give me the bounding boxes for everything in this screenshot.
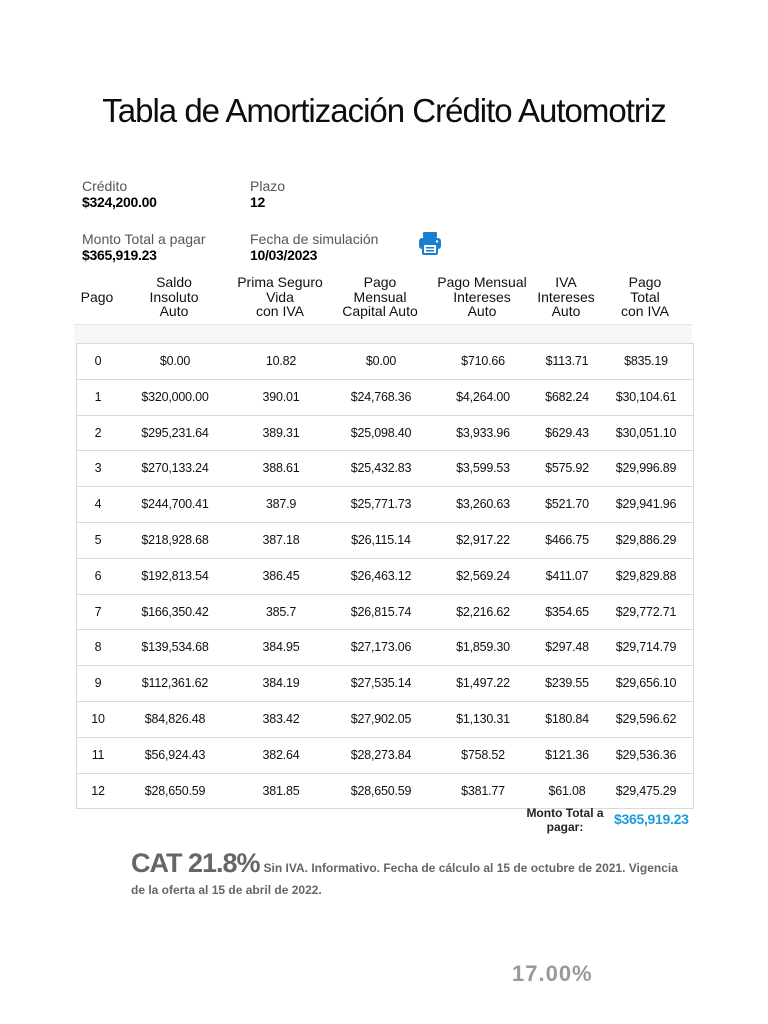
cut-off-rate-text: 17.00% — [512, 961, 593, 986]
table-cell: 11 — [91, 747, 105, 762]
table-cell: $29,656.10 — [615, 676, 677, 691]
column-header-line: Insoluto — [149, 288, 199, 305]
column-header — [534, 275, 598, 319]
table-cell: 390.01 — [262, 389, 300, 404]
table-cell: $239.55 — [545, 676, 589, 691]
plazo-value: 12 — [250, 194, 265, 210]
table-cell: $297.48 — [545, 640, 589, 655]
table-cell: $56,924.43 — [144, 747, 206, 762]
table-cell: $3,599.53 — [456, 461, 510, 476]
table-cell: $0.00 — [159, 354, 191, 368]
table-cell: $2,917.22 — [456, 532, 510, 547]
table-cell: 12 — [91, 783, 105, 798]
table-cell: $26,463.12 — [350, 568, 412, 583]
table-cell: $835.19 — [624, 354, 668, 368]
table-cell: $166,350.42 — [141, 604, 209, 619]
table-cell: 3 — [94, 461, 102, 476]
table-cell: $3,260.63 — [456, 497, 510, 512]
column-header-line: Auto — [551, 303, 581, 319]
column-header-line: Vida — [266, 288, 294, 305]
table-cell: 7 — [94, 604, 102, 619]
table-cell: 1 — [94, 389, 102, 404]
total-label-line2: pagar: — [546, 820, 584, 834]
table-cell: $1,859.30 — [456, 640, 510, 655]
table-cell: 5 — [94, 532, 102, 547]
table-cell: $29,886.29 — [615, 532, 677, 547]
table-cell: $411.07 — [545, 568, 589, 583]
table-cell: $1,130.31 — [456, 711, 510, 726]
table-cell: $139,534.68 — [141, 640, 209, 655]
table-cell: $270,133.24 — [141, 461, 209, 476]
table-cell: $30,051.10 — [615, 425, 677, 440]
column-header-line: Auto — [467, 303, 497, 319]
table-cell: $521.70 — [545, 497, 589, 512]
monto-total-value: $365,919.23 — [82, 247, 157, 263]
table-cell: $29,536.36 — [615, 747, 677, 762]
table-cell: $575.92 — [545, 461, 589, 476]
table-cell: $29,941.96 — [615, 497, 677, 512]
table-cell: $29,996.89 — [615, 461, 677, 476]
table-cell: $30,104.61 — [615, 389, 677, 404]
table-cell: $320,000.00 — [141, 389, 209, 404]
table-cell: $29,475.29 — [615, 783, 677, 798]
table-cell: 382.64 — [262, 747, 300, 762]
column-header-line: Intereses — [453, 288, 511, 305]
table-row — [77, 344, 693, 380]
table-cell: 10.82 — [265, 354, 297, 368]
table-cell: $27,173.06 — [350, 640, 412, 655]
table-cell: $29,596.62 — [615, 711, 677, 726]
table-cell: $84,826.48 — [144, 711, 206, 726]
column-header-line: Total — [630, 288, 660, 305]
table-cell: $26,815.74 — [350, 604, 412, 619]
column-header-line: Pago — [363, 274, 397, 290]
table-cell: $758.52 — [461, 747, 505, 762]
table-row — [77, 630, 693, 666]
cat-text: Sin IVA. Informativo. Fecha de cálculo al 15 de octubre de 2021. Vigencia de la oferta al 15 de abril de 2022. — [131, 861, 678, 897]
table-cell: $112,361.62 — [141, 676, 209, 691]
table-row — [77, 702, 693, 738]
table-row — [77, 451, 693, 487]
table-cell: $28,650.59 — [350, 783, 412, 798]
table-header — [74, 275, 692, 321]
header-band — [74, 325, 692, 343]
table-cell: $27,902.05 — [350, 711, 412, 726]
plazo-label: Plazo — [250, 178, 286, 194]
table-cell: 387.9 — [265, 497, 297, 512]
column-header — [230, 275, 330, 319]
column-header — [118, 275, 230, 319]
fecha-simulacion-label: Fecha de simulación — [250, 231, 379, 247]
table-row — [77, 380, 693, 416]
column-header-line: Intereses — [537, 288, 595, 305]
table-cell: $27,535.14 — [350, 676, 412, 691]
table-row — [77, 416, 693, 452]
table-cell: $2,569.24 — [456, 568, 510, 583]
table-cell: $218,928.68 — [141, 532, 209, 547]
table-cell: $180.84 — [545, 711, 589, 726]
table-cell: $28,273.84 — [350, 747, 412, 762]
column-header-line: Pago — [80, 289, 114, 305]
table-cell: $682.24 — [545, 389, 589, 404]
page-title: Tabla de Amortización Crédito Automotriz — [102, 92, 666, 129]
table-row — [77, 774, 693, 809]
column-header-line: Pago Mensual — [437, 274, 527, 290]
fecha-simulacion-value: 10/03/2023 — [250, 247, 318, 263]
credito-value: $324,200.00 — [82, 194, 157, 210]
table-cell: $629.43 — [545, 425, 589, 440]
table-cell: $29,829.88 — [615, 568, 677, 583]
table-cell: $121.36 — [545, 747, 589, 762]
column-header — [330, 275, 430, 319]
column-header-line: Capital Auto — [342, 303, 418, 319]
fecha-simulacion-field — [250, 231, 378, 264]
column-header-line: Pago — [628, 274, 662, 290]
column-header-line: Prima Seguro — [237, 274, 323, 290]
table-cell: 387.18 — [262, 532, 300, 547]
table-row — [77, 559, 693, 595]
table-cell: $244,700.41 — [141, 497, 209, 512]
table-cell: $381.77 — [461, 783, 505, 798]
cat-rate: CAT 21.8% — [131, 848, 260, 878]
total-label-line1: Monto Total a — [526, 806, 604, 820]
column-header-line: IVA — [555, 274, 577, 290]
table-row — [77, 738, 693, 774]
table-cell: 381.85 — [262, 783, 300, 798]
table-cell: $25,098.40 — [350, 425, 412, 440]
table-row — [77, 523, 693, 559]
table-cell: 384.95 — [262, 640, 300, 655]
credito-field — [82, 178, 157, 211]
table-cell: $466.75 — [545, 532, 589, 547]
column-header-line: Auto — [159, 303, 189, 319]
table-cell: 2 — [94, 425, 102, 440]
table-cell: $25,771.73 — [350, 497, 412, 512]
table-cell: $192,813.54 — [141, 568, 209, 583]
total-value: $365,919.23 — [614, 811, 689, 827]
table-cell: $354.65 — [545, 604, 589, 619]
table-cell: $0.00 — [365, 354, 397, 368]
table-cell: $2,216.62 — [456, 604, 510, 619]
table-cell: 384.19 — [262, 676, 300, 691]
column-header-line: Mensual — [353, 288, 407, 305]
column-header — [598, 275, 692, 319]
table-cell: 388.61 — [262, 461, 300, 476]
column-header — [76, 290, 118, 305]
table-cell: 9 — [94, 676, 102, 691]
printer-icon[interactable] — [417, 230, 443, 256]
table-cell: 6 — [94, 568, 102, 583]
monto-total-field — [82, 231, 206, 264]
table-cell: $28,650.59 — [144, 783, 206, 798]
table-cell: $113.71 — [545, 354, 589, 368]
table-cell: 0 — [94, 354, 102, 368]
table-cell: $4,264.00 — [456, 389, 510, 404]
column-header-line: con IVA — [621, 303, 669, 319]
monto-total-label: Monto Total a pagar — [82, 231, 206, 247]
column-header-line: Saldo — [156, 274, 192, 290]
plazo-field — [250, 178, 285, 211]
table-cell: $29,714.79 — [615, 640, 677, 655]
amortization-table — [76, 343, 694, 809]
table-cell: $24,768.36 — [350, 389, 412, 404]
table-row — [77, 666, 693, 702]
table-cell: $26,115.14 — [351, 532, 411, 547]
table-cell: 8 — [94, 640, 102, 655]
table-cell: 386.45 — [262, 568, 300, 583]
table-cell: $710.66 — [461, 354, 505, 368]
table-cell: 4 — [94, 497, 102, 512]
table-cell: $29,772.71 — [615, 604, 677, 619]
table-cell: 383.42 — [262, 711, 300, 726]
table-row — [77, 595, 693, 631]
table-cell: $295,231.64 — [141, 425, 209, 440]
column-header-line: con IVA — [256, 303, 304, 319]
table-cell: $25,432.83 — [350, 461, 412, 476]
table-cell: $1,497.22 — [456, 676, 510, 691]
credito-label: Crédito — [82, 178, 128, 194]
cut-off-rate — [512, 961, 602, 986]
table-cell: 385.7 — [265, 604, 297, 619]
table-cell: 10 — [91, 711, 105, 726]
total-label — [520, 806, 610, 834]
table-cell: $61.08 — [548, 783, 586, 798]
cat-disclaimer — [131, 848, 691, 901]
table-cell: 389.31 — [262, 425, 300, 440]
column-header — [430, 275, 534, 319]
table-row — [77, 487, 693, 523]
table-cell: $3,933.96 — [456, 425, 510, 440]
